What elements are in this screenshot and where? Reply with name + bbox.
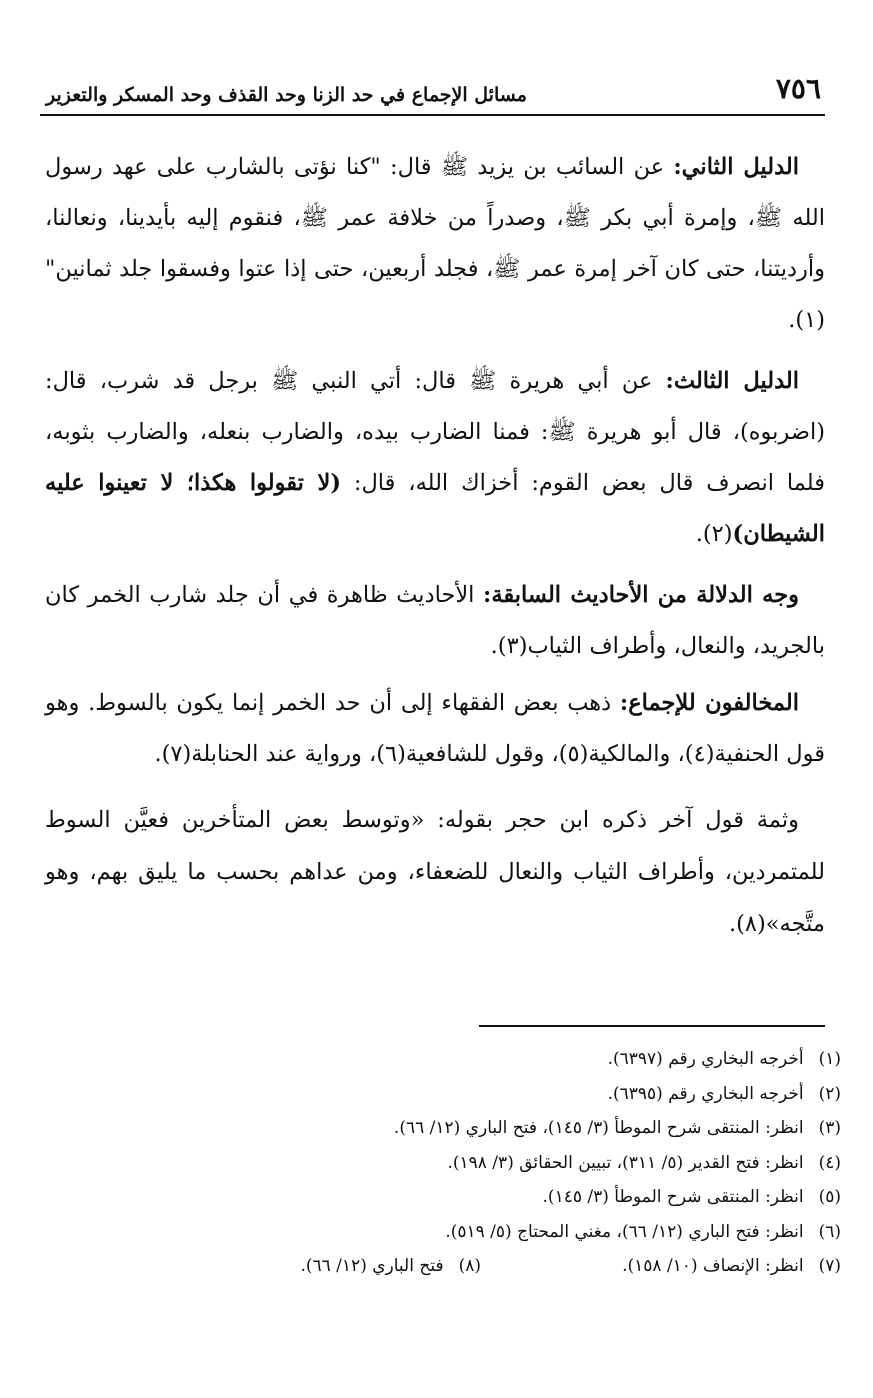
footnote-text: انظر: المنتقى شرح الموطأ (٣/ ١٤٥)، فتح الباري (١٢/ ٦٦). bbox=[393, 1118, 804, 1138]
paragraph-heading: المخالفون للإجماع: bbox=[619, 690, 799, 716]
footnote-item bbox=[61, 1215, 841, 1250]
footnote-number: (٣) bbox=[818, 1118, 841, 1138]
paragraph-heading: وجه الدلالة من الأحاديث السابقة: bbox=[483, 582, 799, 608]
footnote-text: انظر: فتح الباري (١٢/ ٦٦)، مغني المحتاج (٥/ ٥١٩). bbox=[445, 1221, 804, 1242]
footnote-row bbox=[61, 1249, 841, 1284]
page-header bbox=[40, 72, 825, 116]
footnote-item bbox=[622, 1256, 841, 1276]
main-text bbox=[45, 142, 825, 960]
footnote-number: (٧) bbox=[818, 1256, 841, 1276]
footnote-text: أخرجه البخاري رقم (٦٣٩٧). bbox=[607, 1049, 804, 1069]
paragraph-text: وثمة قول آخر ذكره ابن حجر بقوله: «وتوسط بعض المتأخرين فعيَّن السوط للمتمردين، وأطراف الثياب والنعال للضعفاء، ومن عداهم بحسب ما يليق بهم، وهو متَّجه»(٨). bbox=[45, 807, 825, 937]
footnote-text: أخرجه البخاري رقم (٦٣٩٥). bbox=[607, 1083, 804, 1104]
footnote-number: (١) bbox=[818, 1049, 841, 1069]
footnote-number: (٨) bbox=[458, 1256, 481, 1276]
footnote-item bbox=[61, 1111, 841, 1146]
paragraph-dissenters bbox=[45, 678, 825, 780]
footnote-item bbox=[61, 1042, 841, 1077]
footnote-number: (٥) bbox=[818, 1187, 841, 1207]
footnote-item bbox=[61, 1077, 841, 1112]
paragraph-text: عن السائب بن يزيد ﷺ قال: "كنا نؤتى بالشارب على عهد رسول الله ﷺ، وإمرة أبي بكر ﷺ، وصدراً من خلافة عمر ﷺ، فنقوم إليه بأيدينا، ونعالنا، وأرديتنا، حتى كان آخر إمرة عمر ﷺ، فجلد أربعين، حتى إذا عتوا وفسقوا جلد ثمانين"(١). bbox=[45, 154, 825, 333]
paragraph-heading: الدليل الثالث: bbox=[665, 368, 799, 394]
footnote-number: (٤) bbox=[818, 1152, 841, 1173]
footnote-item bbox=[61, 1146, 841, 1181]
footnote-text: فتح الباري (١٢/ ٦٦). bbox=[300, 1256, 444, 1276]
footnote-number: (٦) bbox=[818, 1221, 841, 1242]
paragraph-text: عن أبي هريرة ﷺ قال: أتي النبي ﷺ برجل قد شرب، قال: (اضربوه)، قال أبو هريرة ﷺ: فمنا الضارب بيده، والضارب بنعله، والضارب بثوبه، فلما انصرف قال بعض القوم: أخزاك الله، قال: bbox=[45, 368, 825, 496]
paragraph-ibn-hajar bbox=[45, 794, 825, 950]
footnote-number: (٢) bbox=[818, 1083, 841, 1104]
paragraph-evidence-two bbox=[45, 142, 825, 346]
footnotes bbox=[61, 1042, 841, 1284]
running-title: مسائل الإجماع في حد الزنا وحد القذف وحد المسكر والتعزير bbox=[46, 84, 527, 106]
hadith-quote: (لا تقولوا هكذا؛ لا تعينوا عليه الشيطان) bbox=[45, 470, 825, 547]
footnote-text: انظر: الإنصاف (١٠/ ١٥٨). bbox=[622, 1256, 804, 1276]
paragraph-heading: الدليل الثاني: bbox=[673, 154, 799, 180]
footnote-ref: (٢). bbox=[695, 521, 733, 547]
paragraph-text: ذهب بعض الفقهاء إلى أن حد الخمر إنما يكون بالسوط. وهو قول الحنفية(٤)، والمالكية(٥)، وقول للشافعية(٦)، ورواية عند الحنابلة(٧). bbox=[45, 690, 825, 767]
footnote-text: انظر: فتح القدير (٥/ ٣١١)، تبيين الحقائق (٣/ ١٩٨). bbox=[447, 1152, 804, 1173]
paragraph-evidence-three bbox=[45, 356, 825, 560]
footnote-separator bbox=[479, 1025, 825, 1027]
footnote-text: انظر: المنتقى شرح الموطأ (٣/ ١٤٥). bbox=[542, 1187, 804, 1207]
paragraph-inference bbox=[45, 570, 825, 672]
paragraph-text: الأحاديث ظاهرة في أن جلد شارب الخمر كان بالجريد، والنعال، وأطراف الثياب(٣). bbox=[45, 582, 825, 659]
footnote-item bbox=[300, 1249, 481, 1284]
page-number: ٧٥٦ bbox=[775, 72, 821, 105]
footnote-item bbox=[61, 1180, 841, 1215]
